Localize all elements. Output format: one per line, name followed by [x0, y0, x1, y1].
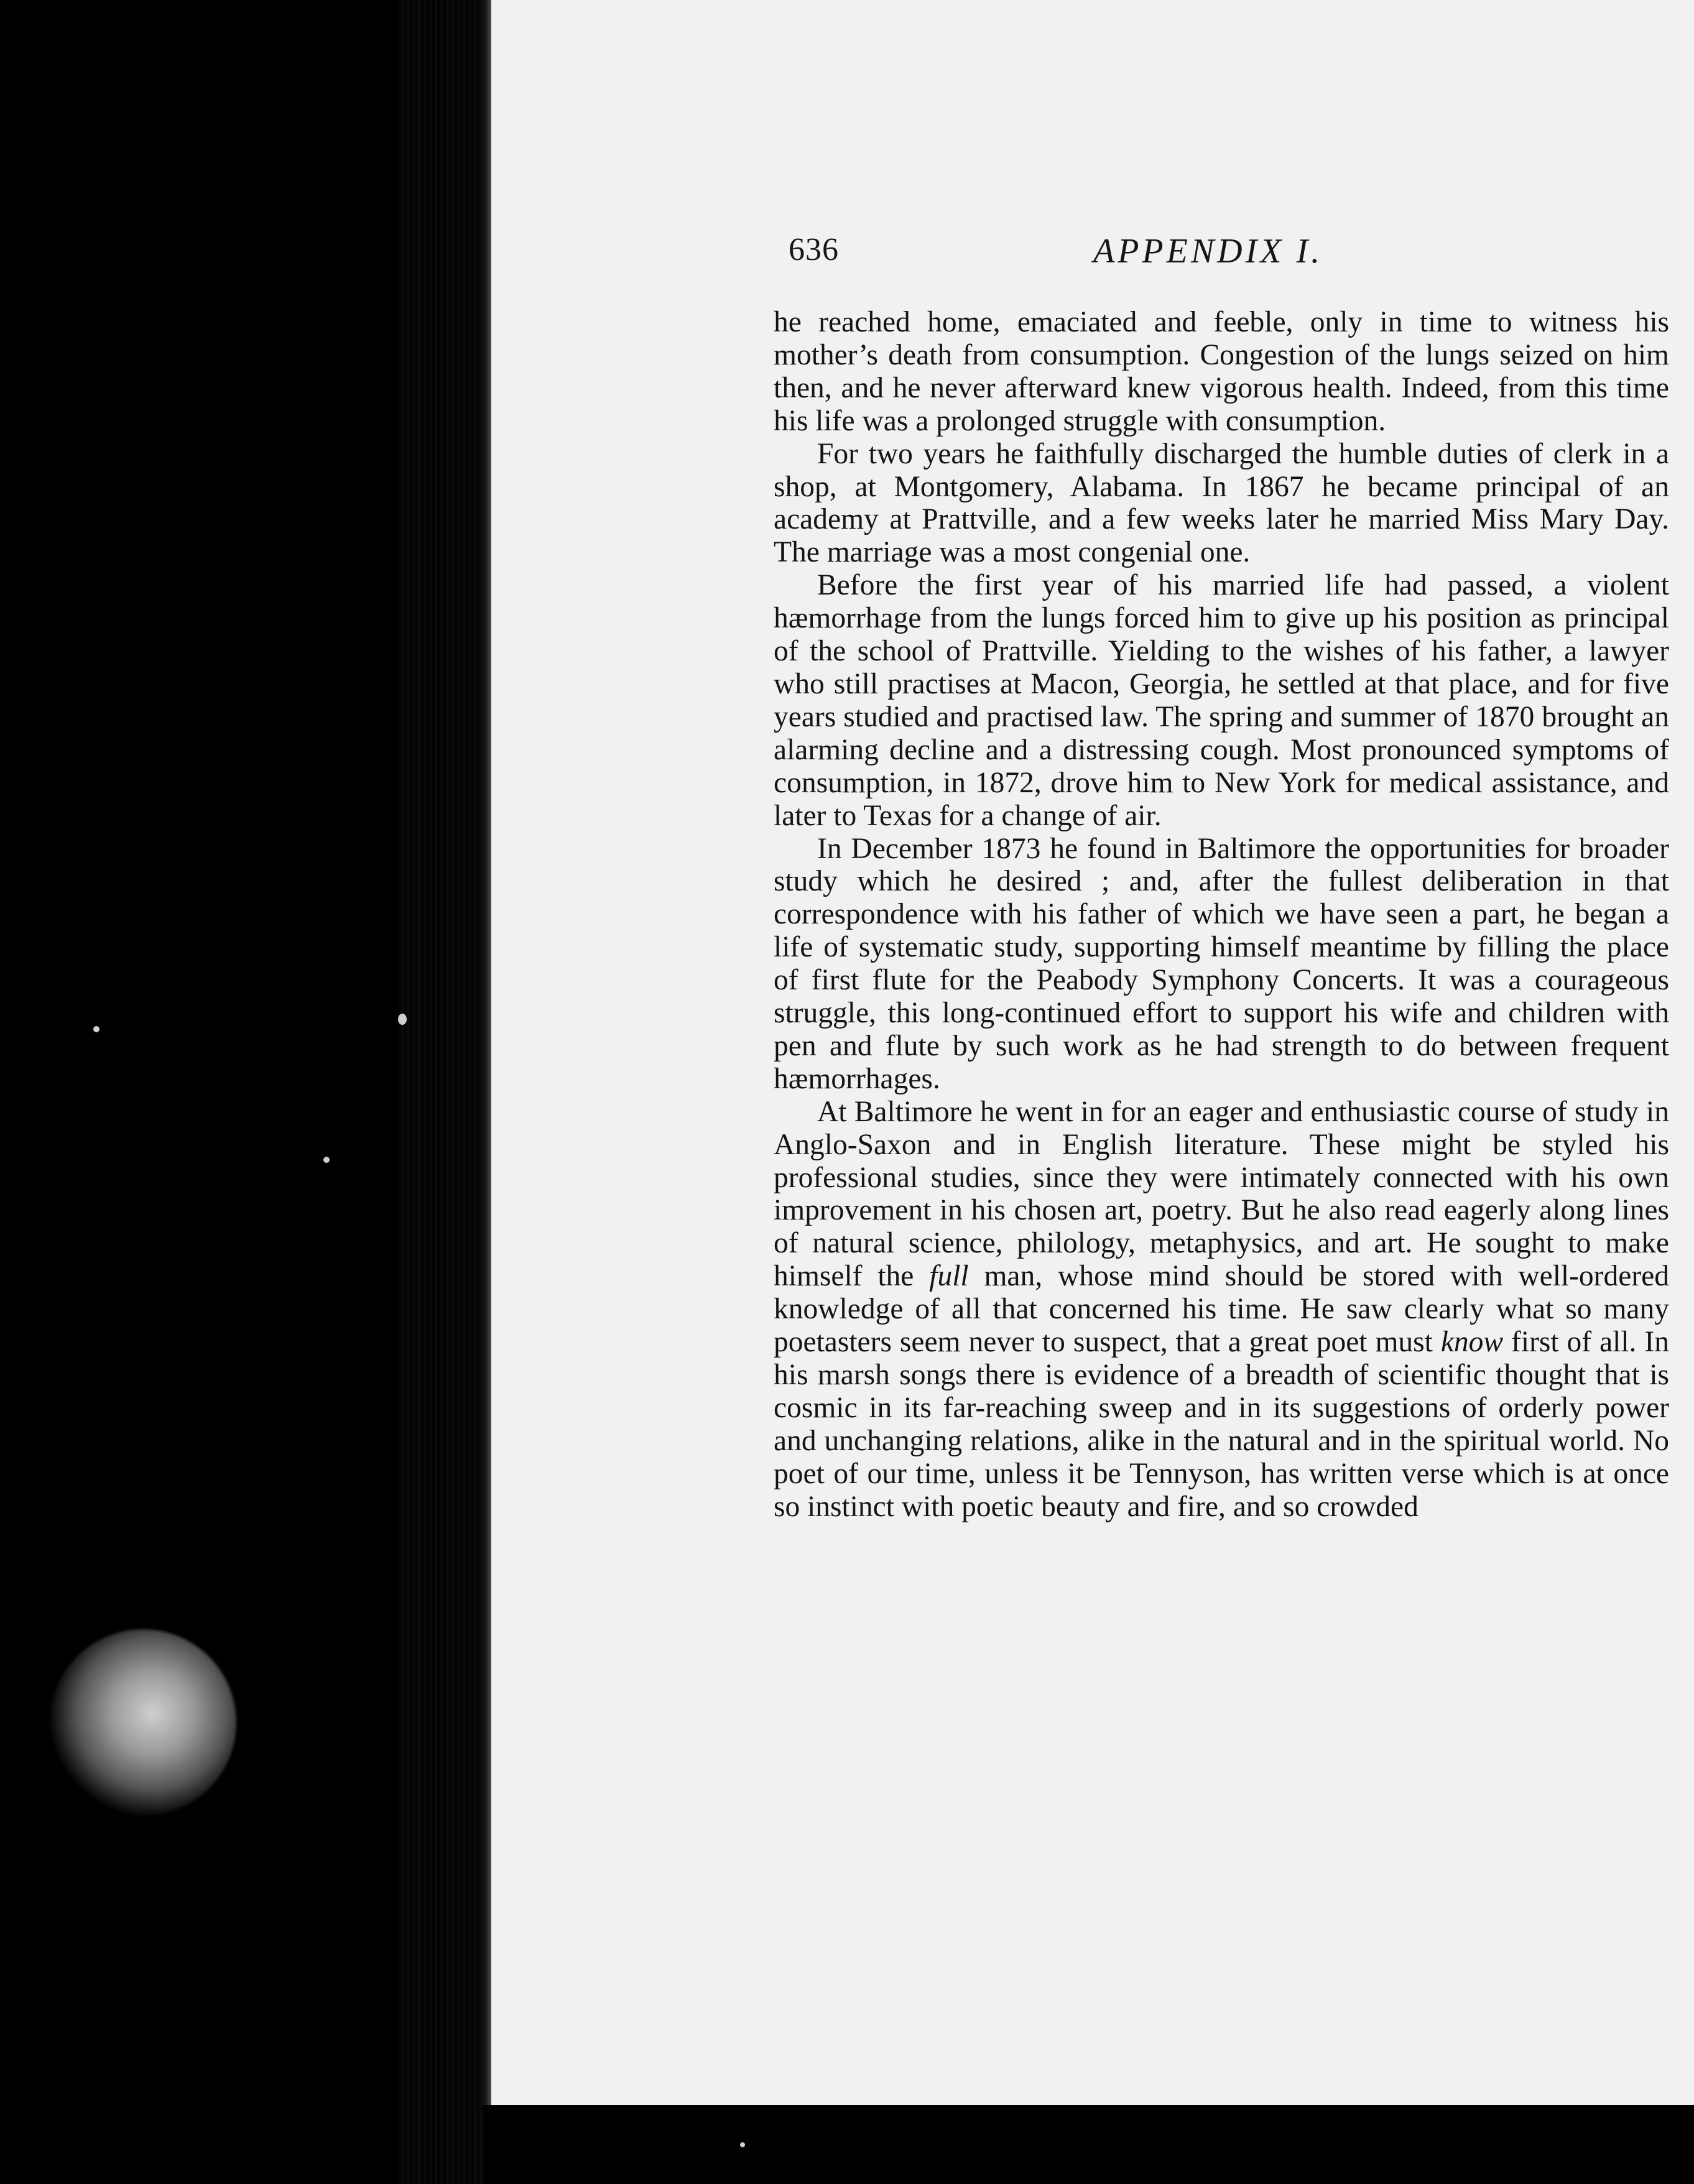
speck-mark: [93, 1026, 100, 1032]
book-spine: [398, 0, 485, 2184]
speck-mark: [740, 2142, 745, 2147]
paragraph: [774, 1096, 1669, 1524]
body-text: [774, 306, 1669, 1524]
speck-mark: [398, 1014, 407, 1025]
running-head: APPENDIX I.: [1093, 232, 1323, 271]
page-header: [789, 231, 1672, 281]
italic-word: know: [1440, 1326, 1504, 1359]
paragraph: In December 1873 he found in Baltimore the opportunities for broader study which he desired ; and, after the fullest deliberation in that correspondence with his father of which we have seen a part, he began a life of systematic study, supporting himself meantime by filling the place of first flute for the Peabody Symphony Concerts. It was a courageous struggle, this long-continued effort to support his wife and children with pen and flute by such work as he had strength to do between frequent hæmorrhages.: [774, 832, 1669, 1095]
paragraph: Before the first year of his married life had passed, a violent hæmorrhage from the lungs forced him to give up his position as principal of the school of Prattville. Yielding to the wishes of his father, a lawyer who still practises at Macon, Georgia, he settled at that place, and for five years studied and practised law. The spring and summer of 1870 brought an alarming decline and a distressing cough. Most pronounced symptoms of consumption, in 1872, drove him to New York for medical assistance, and later to Texas for a change of air.: [774, 569, 1669, 832]
text-run: first of all. In his marsh songs there is evidence of a breadth of scientific thought that is cosmic in its far-reaching sweep and in its suggestions of orderly power and unchanging relations, alike in the natural and in the spiritual world. No poet of our time, unless it be Tennyson, has written verse which is at once so instinct with poetic beauty and fire, and so crowded: [774, 1326, 1669, 1523]
text-run: man, whose mind should be stored with well-ordered knowledge of all that concerned his time. He saw clearly what so many poetasters seem never to suspect, that a great poet must: [774, 1260, 1669, 1359]
speck-mark: [323, 1157, 330, 1163]
stain-mark: [50, 1629, 236, 1816]
paragraph: he reached home, emaciated and feeble, only in time to witness his mother’s death from consumption. Congestion of the lungs seized on him then, and he never afterward knew vigorous health. Indeed, from this time his life was a prolonged struggle with consumption.: [774, 306, 1669, 437]
text-run: At Baltimore he went in for an eager and enthusiastic course of study in Anglo-Saxon and in English literature. These might be styled his professional studies, since they were intimately connected with his own improvement in his chosen art, poetry. But he also read eagerly along lines of natural science, philology, metaphysics, and art. He sought to make himself the: [774, 1095, 1669, 1293]
italic-word: full: [929, 1260, 969, 1293]
paragraph: For two years he faithfully discharged the humble duties of clerk in a shop, at Montgomery, Alabama. In 1867 he became principal of an academy at Prattville, and a few weeks later he married Miss Mary Day. The marriage was a most congenial one.: [774, 437, 1669, 569]
page-number: 636: [789, 232, 839, 267]
